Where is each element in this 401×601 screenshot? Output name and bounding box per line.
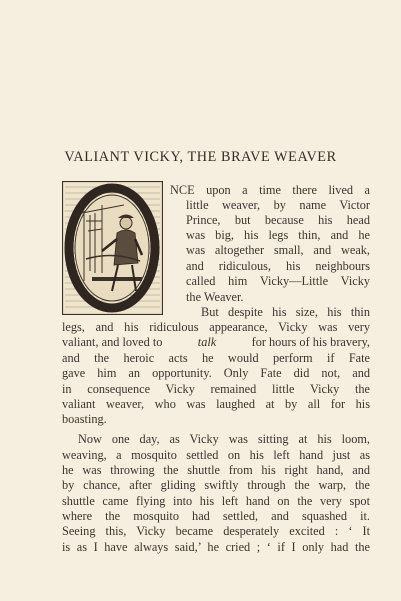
text-line: But despite his size, his thin (201, 305, 370, 319)
text-line: Seeing this, Vicky became desperately excited : ‘ It (62, 524, 370, 538)
text-line: Now one day, as Vicky was sitting at his loom, (78, 432, 370, 446)
text-line: called him Vicky—Little Vicky (186, 274, 370, 288)
emphasis-word: talk (197, 335, 217, 349)
text-fragment: for hours of his bravery, (251, 335, 370, 349)
text-line: is as I have always said,’ he cried ; ‘ if I only had the (62, 540, 370, 554)
text-line: Prince, but because his head (186, 213, 370, 227)
text-line: weaving, a mosquito settled on his left hand just as (62, 448, 370, 462)
text-line: little weaver, by name Victor (186, 198, 370, 212)
text-line: by chance, after gliding swiftly through the warp, the (62, 478, 370, 492)
chapter-title: VALIANT VICKY, THE BRAVE WEAVER (64, 149, 337, 165)
text-line: legs, and his ridiculous appearance, Vicky was very (62, 320, 370, 334)
text-line: gave him an opportunity. Only Fate did not, and (62, 366, 370, 380)
text-line: boasting. (62, 412, 107, 426)
text-line: in consequence Vicky remained little Vicky the (62, 382, 370, 396)
text-line: shuttle came flying into his left hand on the very spot (62, 494, 370, 508)
text-line: where the mosquito had settled, and squashed it. (62, 509, 370, 523)
text-line: and the heroic acts he would perform if Fate (62, 351, 370, 365)
text-fragment: valiant, and loved to (62, 335, 163, 349)
text-line: and ridiculous, his neighbours (186, 259, 370, 273)
text-line: the Weaver. (186, 290, 244, 304)
text-line: NCE upon a time there lived a (170, 183, 370, 197)
text-line (62, 335, 370, 349)
text-line: he was throwing the shuttle from his right hand, and (62, 463, 370, 477)
text-line: valiant weaver, who was laughed at by all for his (62, 397, 370, 411)
text-line: was altogether small, and weak, (186, 243, 370, 257)
text-line: was big, his legs thin, and he (186, 228, 370, 242)
drop-cap-illustration (62, 181, 163, 315)
